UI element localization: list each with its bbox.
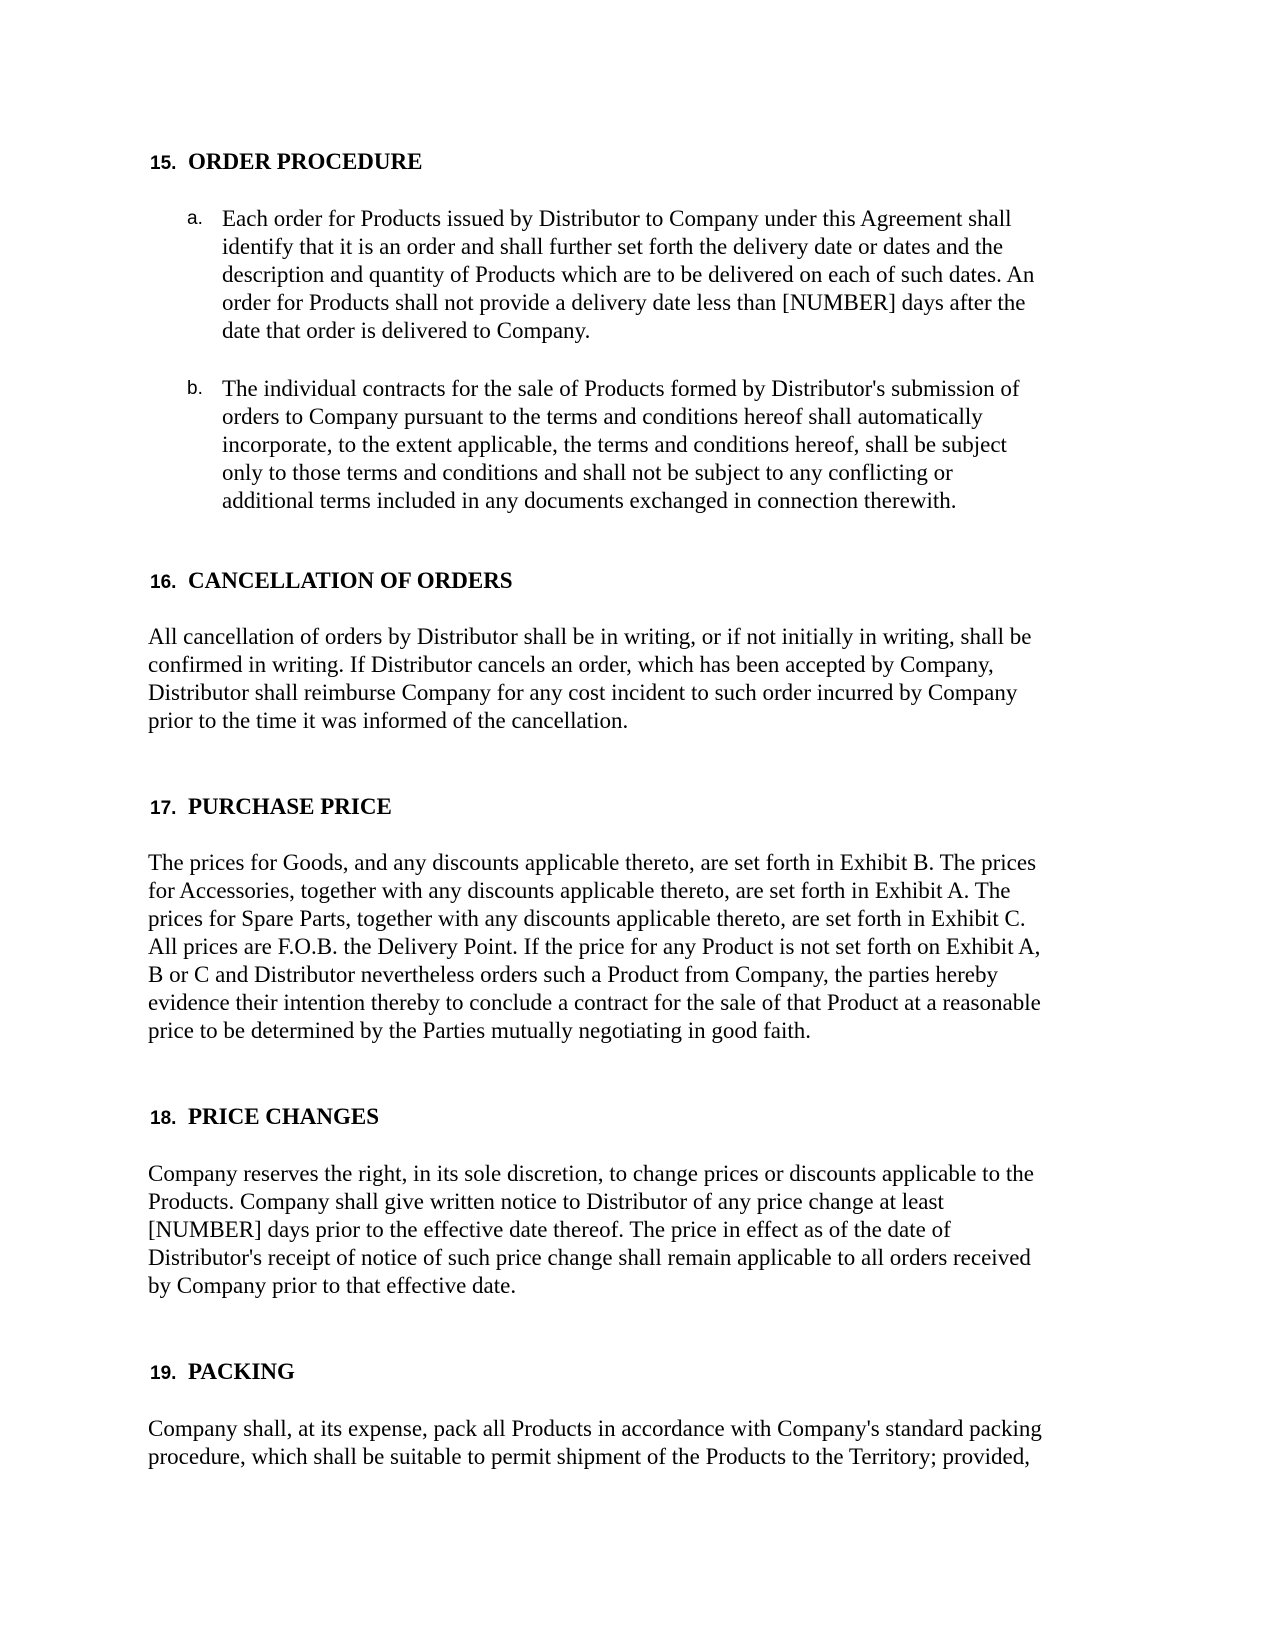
text-line: Company reserves the right, in its sole discretion, to change prices or discounts applicable to the bbox=[148, 1161, 1034, 1186]
section-number: 18. bbox=[150, 1108, 177, 1129]
text-line: additional terms included in any documents exchanged in connection therewith. bbox=[222, 488, 957, 513]
list-item-paragraph bbox=[222, 205, 1034, 345]
section-number: 16. bbox=[150, 572, 177, 593]
paragraph bbox=[148, 1415, 1042, 1471]
text-line: description and quantity of Products which are to be delivered on each of such dates. An bbox=[222, 262, 1035, 287]
list-marker: a. bbox=[187, 208, 203, 229]
text-line: for Accessories, together with any discounts applicable thereto, are set forth in Exhibit A. The bbox=[148, 878, 1011, 903]
text-line: All cancellation of orders by Distributor shall be in writing, or if not initially in writing, shall be bbox=[148, 624, 1032, 649]
section-title: PURCHASE PRICE bbox=[188, 794, 392, 819]
list-item-paragraph bbox=[222, 375, 1020, 515]
text-line: identify that it is an order and shall further set forth the delivery date or dates and the bbox=[222, 234, 1004, 259]
section-number: 15. bbox=[150, 153, 177, 174]
text-line: order for Products shall not provide a delivery date less than [NUMBER] days after the bbox=[222, 290, 1026, 315]
text-line: Distributor shall reimburse Company for any cost incident to such order incurred by Company bbox=[148, 680, 1018, 705]
section-heading bbox=[150, 148, 422, 178]
text-line: prices for Spare Parts, together with any discounts applicable thereto, are set forth in Exhibit C. bbox=[148, 906, 1026, 931]
text-line: B or C and Distributor nevertheless orders such a Product from Company, the parties hereby bbox=[148, 962, 998, 987]
list-marker: b. bbox=[187, 378, 203, 399]
section-heading bbox=[150, 1103, 379, 1133]
text-line: price to be determined by the Parties mutually negotiating in good faith. bbox=[148, 1018, 812, 1043]
section-number: 19. bbox=[150, 1363, 177, 1384]
section-title: PRICE CHANGES bbox=[188, 1104, 380, 1129]
text-line: procedure, which shall be suitable to permit shipment of the Products to the Territory; provided, bbox=[148, 1444, 1030, 1469]
section-heading bbox=[150, 793, 392, 823]
text-line: by Company prior to that effective date. bbox=[148, 1273, 517, 1298]
text-line: The individual contracts for the sale of Products formed by Distributor's submission of bbox=[222, 376, 1020, 401]
section-heading bbox=[150, 567, 513, 597]
section-heading bbox=[150, 1358, 295, 1388]
section-title: PACKING bbox=[188, 1359, 295, 1384]
text-line: orders to Company pursuant to the terms and conditions hereof shall automatically bbox=[222, 404, 983, 429]
section-title: CANCELLATION OF ORDERS bbox=[188, 568, 513, 593]
text-line: prior to the time it was informed of the cancellation. bbox=[148, 708, 629, 733]
text-line: All prices are F.O.B. the Delivery Point. If the price for any Product is not set forth on Exhibit A, bbox=[148, 934, 1041, 959]
paragraph bbox=[148, 849, 1041, 1045]
text-line: The prices for Goods, and any discounts applicable thereto, are set forth in Exhibit B. The prices bbox=[148, 850, 1037, 875]
text-line: date that order is delivered to Company. bbox=[222, 318, 591, 343]
text-line: Products. Company shall give written notice to Distributor of any price change at least bbox=[148, 1189, 944, 1214]
section-number: 17. bbox=[150, 798, 177, 819]
text-line: confirmed in writing. If Distributor cancels an order, which has been accepted by Company, bbox=[148, 652, 994, 677]
paragraph bbox=[148, 1160, 1034, 1300]
text-line: [NUMBER] days prior to the effective date thereof. The price in effect as of the date of bbox=[148, 1217, 951, 1242]
text-line: Distributor's receipt of notice of such price change shall remain applicable to all orders received bbox=[148, 1245, 1031, 1270]
paragraph bbox=[148, 623, 1031, 735]
text-line: Company shall, at its expense, pack all Products in accordance with Company's standard packing bbox=[148, 1416, 1042, 1441]
text-line: incorporate, to the extent applicable, the terms and conditions hereof, shall be subject bbox=[222, 432, 1007, 457]
text-line: Each order for Products issued by Distributor to Company under this Agreement shall bbox=[222, 206, 1012, 231]
text-line: only to those terms and conditions and shall not be subject to any conflicting or bbox=[222, 460, 953, 485]
text-line: evidence their intention thereby to conclude a contract for the sale of that Product at a reasonable bbox=[148, 990, 1041, 1015]
section-title: ORDER PROCEDURE bbox=[188, 149, 423, 174]
